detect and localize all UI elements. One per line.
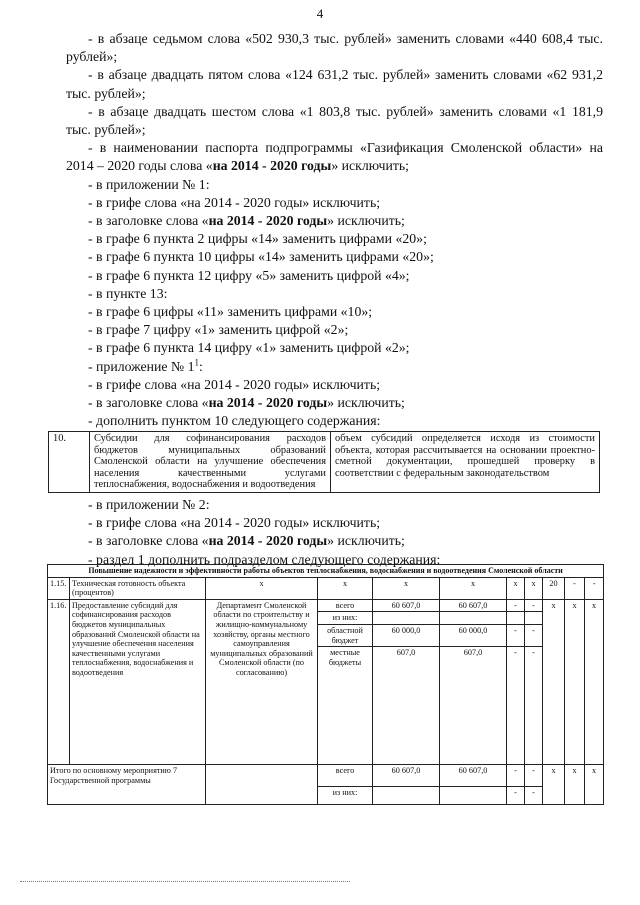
list-item: - в приложении № 1: (88, 176, 210, 192)
row-number: 1.16. (48, 599, 70, 764)
funding-source: из них: (318, 787, 373, 805)
table-row-1-16 (48, 599, 604, 612)
list-item: - в графе 6 пункта 10 цифры «14» заменить цифрами «20»; (88, 249, 434, 265)
list-item: - в графе 6 пункта 2 цифры «14» заменить цифрами «20»; (88, 231, 427, 247)
cell-value: х (206, 577, 318, 599)
table-row-1-15 (48, 577, 604, 599)
row-number: 10. (49, 432, 90, 493)
indicator-name: Техническая готовность объекта (процентов) (70, 577, 206, 599)
cell-value: х (585, 599, 604, 764)
cell-value (507, 612, 525, 625)
list-item: - в графе 7 цифру «1» заменить цифрой «2»; (88, 322, 349, 338)
list-item: - в грифе слова «на 2014 - 2020 годы» исключить; (88, 376, 381, 392)
list-appendix-2 (66, 496, 603, 569)
executor: Департамент Смоленской области по строительству и жилищно-коммунальному хозяйству, органы местного самоуправления муниципальных образований Смоленской области (по согласованию) (206, 599, 318, 764)
list-item: - в пункте 13: (88, 285, 168, 301)
row-number: 1.15. (48, 577, 70, 599)
cell-value: х (565, 599, 585, 764)
cell-value: х (525, 577, 543, 599)
cell-value: - (507, 624, 525, 646)
cell-value: - (525, 647, 543, 765)
subsidy-volume-method: объем субсидий определяется исходя из стоимости объекта, которая рассчитывается на основании проектно-сметной документации, прошедшей проверку в соответствии с федеральным законодательством (331, 432, 600, 493)
list-item: - в графе 6 пункта 14 цифру «1» заменить цифрой «2»; (88, 340, 410, 356)
cell-value: х (507, 577, 525, 599)
cell-value: 607,0 (440, 647, 507, 765)
cell-value: 60 607,0 (373, 599, 440, 612)
footer-divider (20, 881, 350, 882)
document-body (66, 30, 603, 430)
funding-source: из них: (318, 612, 373, 625)
list-item: - в графе 6 пункта 12 цифру «5» заменить цифрой «4»; (88, 267, 410, 283)
cell-value: 20 (543, 577, 565, 599)
cell-value: - (565, 577, 585, 599)
list-item: - в приложении № 2: (88, 497, 210, 512)
funding-source: местные бюджеты (318, 647, 373, 765)
list-item: - дополнить пунктом 10 следующего содержания: (88, 413, 381, 429)
cell-value: х (373, 577, 440, 599)
paragraph-gasification: - в наименовании паспорта подпрограммы «Газификация Смоленской области» на 2014 – 2020 годы слова «на 2014 - 2020 годы» исключить; (66, 140, 603, 174)
cell-value: - (507, 599, 525, 612)
cell-empty (206, 765, 318, 805)
funding-source: всего (318, 599, 373, 612)
cell-value: х (543, 599, 565, 764)
list-item: - в графе 6 цифры «11» заменить цифрами «10»; (88, 304, 373, 320)
list-item: - в грифе слова «на 2014 - 2020 годы» исключить; (88, 515, 381, 531)
paragraph-2: - в абзаце двадцать пятом слова «124 631,2 тыс. рублей» заменить словами «62 931,2 тыс. рублей»; (66, 67, 603, 101)
cell-value: х (543, 765, 565, 805)
cell-value: - (525, 599, 543, 612)
paragraph-1: - в абзаце седьмом слова «502 930,3 тыс. рублей» заменить словами «440 608,4 тыс. рублей»; (66, 31, 603, 65)
section-header: Повышение надежности и эффективности работы объектов теплоснабжения, водоснабжения и водоотведения Смоленской области (48, 565, 604, 578)
list-item: - в заголовке слова «на 2014 - 2020 годы» исключить; (88, 395, 405, 411)
paragraph-3: - в абзаце двадцать шестом слова «1 803,8 тыс. рублей» заменить словами «1 181,9 тыс. рублей»; (66, 103, 603, 138)
table-row (49, 432, 600, 493)
cell-value: 607,0 (373, 647, 440, 765)
insert-table-point-10 (48, 431, 600, 493)
list-item: - раздел 1 дополнить подразделом следующего содержания: (88, 551, 441, 567)
total-label: Итого по основному мероприятию 7 Государственной программы (48, 765, 206, 805)
cell-value: - (525, 765, 543, 787)
cell-value: 60 000,0 (373, 624, 440, 646)
table-header-row (48, 565, 604, 578)
page-number: 4 (316, 6, 324, 21)
cell-value: 60 000,0 (440, 624, 507, 646)
cell-value: - (507, 647, 525, 765)
cell-value (373, 787, 440, 805)
funding-source: всего (318, 765, 373, 787)
cell-value: х (565, 765, 585, 805)
cell-value: х (318, 577, 373, 599)
cell-value: 60 607,0 (373, 765, 440, 787)
cell-value (373, 612, 440, 625)
cell-value: 60 607,0 (440, 599, 507, 612)
cell-value: х (440, 577, 507, 599)
cell-value (440, 787, 507, 805)
list-appendix-1 (66, 176, 603, 358)
list-item: - в заголовке слова «на 2014 - 2020 годы» исключить; (88, 533, 405, 549)
cell-value (525, 612, 543, 625)
cell-value: - (525, 624, 543, 646)
cell-value: - (507, 765, 525, 787)
cell-value: - (507, 787, 525, 805)
list-item: - в грифе слова «на 2014 - 2020 годы» исключить; (88, 194, 381, 210)
appendix-1-1-heading: - приложение № $1^1$: (88, 357, 203, 374)
cell-value: 60 607,0 (440, 765, 507, 787)
list-item: - в заголовке слова «на 2014 - 2020 годы» исключить; (88, 213, 405, 229)
measure-name: Предоставление субсидий для софинансирования расходов бюджетов муниципальных образований Смоленской области на улучшение обеспечения населения качественными услугами теплоснабжения, водоснабжения и водоотведения (70, 599, 206, 764)
list-appendix-1-1 (66, 376, 603, 431)
cell-value (440, 612, 507, 625)
funding-source: областной бюджет (318, 624, 373, 646)
subsidy-description: Субсидии для софинансирования расходов бюджетов муниципальных образований Смоленской области на улучшение обеспечения населения качественными услугами теплоснабжения, водоснабжения и водоотведения (90, 432, 331, 493)
insert-table-subsection (47, 564, 604, 805)
cell-value: х (585, 765, 604, 805)
table-row-total (48, 765, 604, 787)
cell-value: - (525, 787, 543, 805)
cell-value: - (585, 577, 604, 599)
